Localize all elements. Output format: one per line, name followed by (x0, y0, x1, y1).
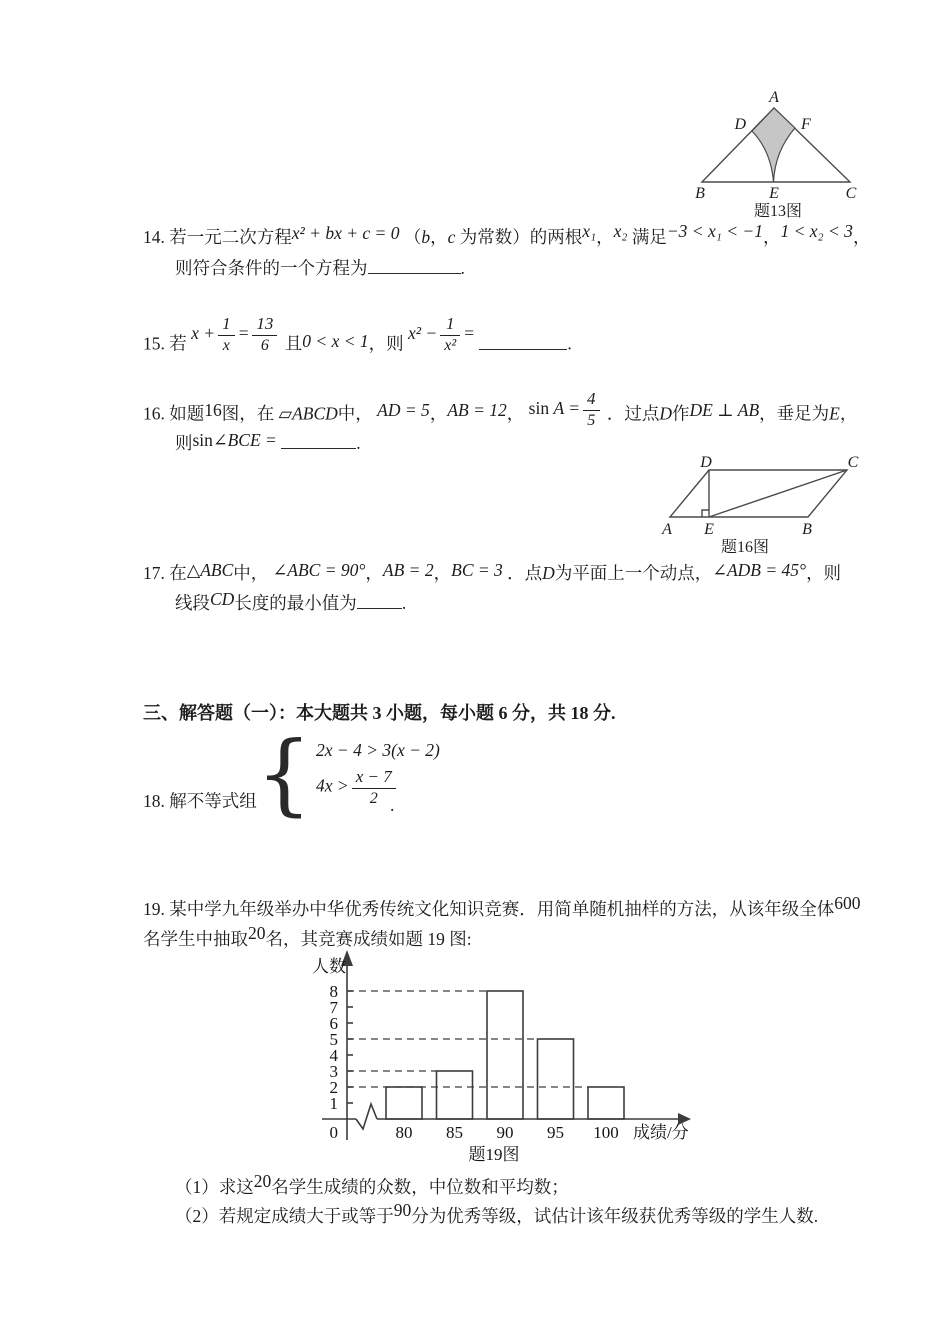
segment-ec (709, 470, 847, 517)
question-number: 14. (143, 227, 165, 247)
bar-90 (487, 991, 523, 1119)
question-16-line-2: 则sin∠BCE = . (175, 430, 361, 453)
fig13-caption: 题13图 (753, 203, 803, 220)
fraction-x-7-over-2: $\frac{x - 7}{2}$ (352, 768, 396, 807)
root1-range: −3 < x₁ < −1 (666, 221, 763, 241)
vertex-label-c: C (845, 185, 857, 202)
question-19-sub-1: （1）求这20名学生成绩的众数，中位数和平均数； (175, 1171, 569, 1197)
brace-symbol: { (256, 722, 312, 825)
fraction-4-over-5: $\frac{4}{5}$ (583, 390, 600, 429)
y-axis-title: 人数 (312, 957, 346, 976)
x-tick-label-80: 80 (395, 1123, 413, 1142)
question-15: 15. 若 x + $\frac{1}{x}$ = $\frac{13}{6}$ 且0 < x < 1，则 x² − $\frac{1}{\text{x²}}$ = . (143, 314, 572, 354)
answer-blank (368, 259, 461, 274)
root-x2: x₂ (613, 221, 628, 241)
vertex-label-d: D (734, 116, 746, 133)
vertex-label-c: C (847, 454, 859, 471)
question-number: 15. (143, 333, 165, 354)
question-16-line-1: 16. 如题16图，在 ▱ABCD中， AD = 5，AB = 12， sin A = $\frac{4}{5}$ ．过点D作DE ⊥ AB，垂足为E， (143, 389, 858, 429)
sample-size: 20 (248, 923, 266, 943)
fraction-13-over-6: $\frac{13}{6}$ (252, 315, 277, 354)
y-tick-label-5: 5 (329, 1030, 338, 1049)
shaded-curvilinear-region (752, 108, 795, 182)
fraction-1-over-x2: $\frac{1}{\text{x²}}$ (440, 315, 460, 354)
x-tick-label-85: 85 (446, 1123, 463, 1142)
question-17-line-2: 线段CD长度的最小值为 . (175, 589, 407, 613)
inequality-2: 4x > $\frac{x - 7}{2}$ (316, 768, 440, 807)
y-tick-label-2: 2 (329, 1078, 338, 1097)
bar-100 (588, 1087, 624, 1119)
question-number: 19. (143, 899, 165, 919)
parallelogram-symbol: ▱ (278, 404, 293, 425)
bar-95 (538, 1039, 574, 1119)
vertex-label-e: E (704, 521, 714, 538)
section-3-heading: 三、解答题（一）：本大题共 3 小题，每小题 6 分，共 18 分. (143, 703, 616, 723)
question-17-line-1: 17. 在△ABC中， ∠ABC = 90°，AB = 2，BC = 3 ．点D为平面上一个动点，∠ADB = 45°，则 (143, 560, 842, 583)
answer-blank (479, 335, 567, 350)
question-18-period: . (390, 795, 395, 815)
y-tick-label-7: 7 (329, 998, 338, 1017)
question-19-sub-2: （2）若规定成绩大于或等于90分为优秀等级，试估计该年级获优秀等级的学生人数. (175, 1200, 819, 1226)
vertex-label-a: A (769, 89, 779, 106)
right-angle-mark (702, 510, 709, 517)
inequality-system (256, 722, 440, 825)
question-18-label: 18. 解不等式组 (143, 791, 257, 811)
y-tick-label-6: 6 (329, 1014, 338, 1033)
fig16-caption: 题16图 (720, 539, 770, 556)
vertex-label-e: E (769, 185, 779, 202)
y-tick-label-3: 3 (329, 1062, 338, 1081)
answer-blank (357, 594, 402, 609)
fig13-triangle-figure (645, 88, 880, 220)
quadratic-equation: x² + bx + c = 0 (291, 223, 400, 243)
x-range: 0 < x < 1 (302, 330, 369, 351)
bar-85 (437, 1071, 473, 1119)
y-tick-label-8: 8 (329, 982, 338, 1001)
vertex-label-f: F (801, 116, 811, 133)
question-number: 16. (143, 403, 165, 424)
root-x1: x₁ (582, 221, 597, 241)
inequality-1: 2x − 4 > 3(x − 2) (316, 740, 440, 761)
question-19-line-2: 名学生中抽取20名，其竞赛成绩如题 19 图: (143, 923, 472, 949)
question-19-line-1: 19. 某中学九年级举办中华优秀传统文化知识竞赛．用简单随机抽样的方法，从该年级全体600 (143, 893, 861, 919)
question-14-line-1: 14. 若一元二次方程x² + bx + c = 0 （b，c 为常数）的两根x₁，x₂ 满足−3 < x₁ < −1，1 < x₂ < 3， (143, 221, 871, 247)
y-tick-label-1: 1 (329, 1094, 338, 1113)
x-tick-label-100: 100 (593, 1123, 619, 1142)
y-tick-label-4: 4 (329, 1046, 338, 1065)
question-14-line-2: 则符合条件的一个方程为 . (175, 258, 465, 278)
axis-break-mark (356, 1104, 377, 1129)
bar-80 (386, 1087, 422, 1119)
question-number: 18. (143, 791, 165, 811)
parallelogram-abcd (670, 470, 847, 517)
vertex-label-b: B (802, 521, 812, 538)
given-equation: x + $\frac{1}{x}$ = $\frac{13}{6}$ (191, 323, 280, 343)
fig16-parallelogram-figure (655, 454, 885, 556)
x-axis-title: 成绩/分 (633, 1123, 689, 1142)
total-students: 600 (834, 893, 861, 913)
root2-range: 1 < x₂ < 3 (780, 221, 853, 241)
origin-label: 0 (329, 1123, 338, 1142)
vertex-label-d: D (700, 454, 712, 471)
target-expression: x² − $\frac{1}{\text{x²}}$ = (408, 314, 475, 354)
sine-ratio: sin A = $\frac{4}{5}$ (529, 398, 603, 418)
score-bar-chart (292, 948, 702, 1166)
vertex-label-a: A (662, 521, 672, 538)
vertex-label-b: B (695, 185, 705, 202)
fraction-1-over-x: $\frac{1}{x}$ (218, 315, 235, 354)
question-number: 17. (143, 563, 165, 583)
x-tick-label-95: 95 (547, 1123, 564, 1142)
x-tick-label-90: 90 (496, 1123, 514, 1142)
fig19-caption: 题19图 (468, 1145, 520, 1164)
answer-blank (281, 434, 356, 449)
